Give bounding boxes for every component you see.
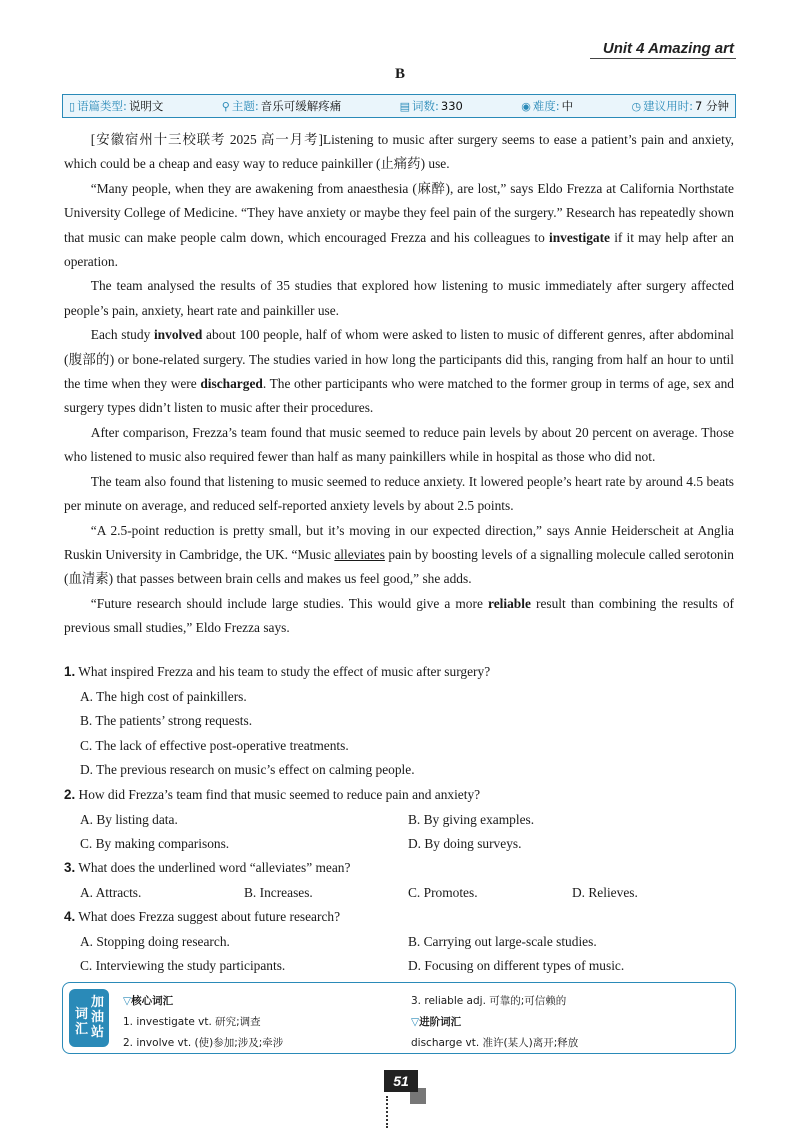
info-difficulty: ◉ 难度: 中	[521, 99, 574, 113]
vocabulary-badge: 词汇 加油站	[69, 989, 109, 1047]
paragraph-7: “A 2.5-point reduction is pretty small, but it’s moving in our expected direction,” says Annie Heiderscheit at Anglia Ruskin University in Cambridge, the UK. “Music alleviates pain by boosting levels of a signalling molecule called serotonin (血清素) that passes between brain cells and makes us feel good,” she adds.	[64, 522, 735, 587]
option-a: A. Stopping doing research.	[80, 933, 230, 949]
underlined-alleviates: alleviates	[334, 546, 385, 562]
paragraph-6: The team also found that listening to music seemed to reduce anxiety. It lowered people’s heart rate by around 4.5 beats per minute on average, and reduced self-reported anxiety levels by about 2.5 points.	[64, 473, 734, 514]
unit-title: Unit 4 Amazing art	[602, 40, 734, 57]
option-d: D. Focusing on different types of music.	[408, 958, 625, 973]
info-type: ▯ 语篇类型: 说明文	[69, 99, 164, 113]
gauge-icon: ◉	[521, 99, 531, 113]
option-c: C. Promotes.	[408, 884, 478, 900]
paragraph-1: [安徽宿州十三校联考 2025 高一月考]Listening to music after surgery seems to ease a patient’s pain and anxiety, which could be a cheap and easy way to reduce painkiller (止痛药) use.	[64, 132, 734, 172]
keyword-investigate: investigate	[549, 229, 611, 245]
vocab-item: 2. involve vt. (使)参加;涉及;牵涉	[123, 1037, 284, 1049]
vocabulary-box	[62, 982, 736, 1054]
question-1: 1. What inspired Frezza and his team to study the effect of music after surgery? A. The high cost of painkillers. B. The patients’ strong requests. C. The lack of effective post-operative treatments. D. The previous research on music’s effect on calming people.	[64, 660, 744, 783]
paragraph-4: Each study involved about 100 people, half of whom were asked to listen to music of different genres, after abdominal (腹部的) or bone-related surgery. The studies varied in how long the participants did this, ranging from half an hour to until the time when they were discharged. The other participants who were matched to the former group in terms of age, sex and surgery types didn’t listen to music after their procedures.	[64, 327, 734, 416]
book-icon: ▯	[69, 99, 76, 113]
triangle-icon: ▽	[123, 995, 132, 1007]
paragraph-3: The team analysed the results of 35 studies that explored how listening to music immediately after surgery affected people’s pain, anxiety, heart rate and painkiller use.	[64, 278, 734, 318]
info-time: ◷ 建议用时: 7 分钟	[631, 99, 729, 113]
info-topic: ⚲ 主题: 音乐可缓解疼痛	[221, 99, 342, 113]
question-4: 4. What does Frezza suggest about future research? A. Stopping doing research. B. Carrying out large-scale studies. C. Interviewing the study participants. D. Focusing on different types of music.	[64, 905, 744, 979]
option-a: A. Attracts.	[80, 884, 142, 900]
option-b: B. Carrying out large-scale studies.	[408, 933, 597, 949]
vocab-item: discharge vt. 准许(某人)离开;释放	[411, 1037, 579, 1049]
section-letter: B	[394, 66, 405, 82]
option-a: A. By listing data.	[80, 811, 178, 827]
option-c: C. The lack of effective post-operative treatments.	[80, 737, 349, 753]
reading-passage	[64, 128, 734, 641]
paragraph-8: “Future research should include large studies. This would give a more reliable result than combining the results of previous small studies,” Eldo Frezza says.	[64, 595, 734, 636]
page-decoration-dots	[386, 1096, 388, 1128]
option-c: C. Interviewing the study participants.	[80, 958, 286, 973]
document-icon: ▤	[399, 99, 410, 113]
option-b: B. By giving examples.	[408, 811, 535, 827]
header-rule	[590, 58, 736, 59]
vocab-core: ▽核心词汇 1. investigate vt. 研究;调查 2. involve vt. (使)参加;涉及;牵涉	[123, 991, 283, 1054]
page-number: 51	[384, 1070, 418, 1092]
option-d: D. Relieves.	[572, 884, 638, 900]
search-icon: ⚲	[221, 99, 230, 113]
paragraph-5: After comparison, Frezza’s team found that music seemed to reduce pain levels by about 20 percent on average. Those who listened to music also required fewer than half as many painkillers while in hospital as those who did not.	[64, 424, 734, 465]
triangle-icon: ▽	[411, 1016, 420, 1028]
option-d: D. The previous research on music’s effect on calming people.	[80, 762, 415, 777]
option-a: A. The high cost of painkillers.	[80, 688, 247, 704]
page-header	[0, 0, 800, 60]
vocab-item: 3. reliable adj. 可靠的;可信赖的	[411, 995, 567, 1007]
paragraph-2: “Many people, when they are awakening from anaesthesia (麻醉), are lost,” says Eldo Frezza at California Northstate University College of Medicine. “They have anxiety or maybe they feel pain of the surgery.” Research has repeatedly shown that music can make people calm down, which encouraged Frezza and his colleagues to investigate if it may help after an operation.	[64, 180, 734, 270]
option-b: B. The patients’ strong requests.	[80, 713, 253, 728]
question-3: 3. What does the underlined word “alleviates” mean? A. Attracts. B. Increases. C. Promotes. D. Relieves.	[64, 856, 744, 905]
vocab-item: 1. investigate vt. 研究;调查	[123, 1016, 261, 1028]
clock-icon: ◷	[631, 99, 642, 113]
question-2: 2. How did Frezza’s team find that music seemed to reduce pain and anxiety? A. By listing data. B. By giving examples. C. By making comparisons. D. By doing surveys.	[64, 783, 744, 857]
option-c: C. By making comparisons.	[80, 836, 230, 851]
option-d: D. By doing surveys.	[408, 836, 522, 851]
option-b: B. Increases.	[244, 884, 313, 900]
info-words: ▤ 词数: 330	[399, 99, 463, 113]
keyword-discharged: discharged	[200, 376, 263, 392]
info-bar	[62, 94, 736, 118]
vocab-advanced: 3. reliable adj. 可靠的;可信赖的 ▽进阶词汇 discharge vt. 准许(某人)离开;释放	[411, 991, 578, 1054]
keyword-involved: involved	[153, 327, 203, 343]
keyword-reliable: reliable	[488, 595, 531, 611]
